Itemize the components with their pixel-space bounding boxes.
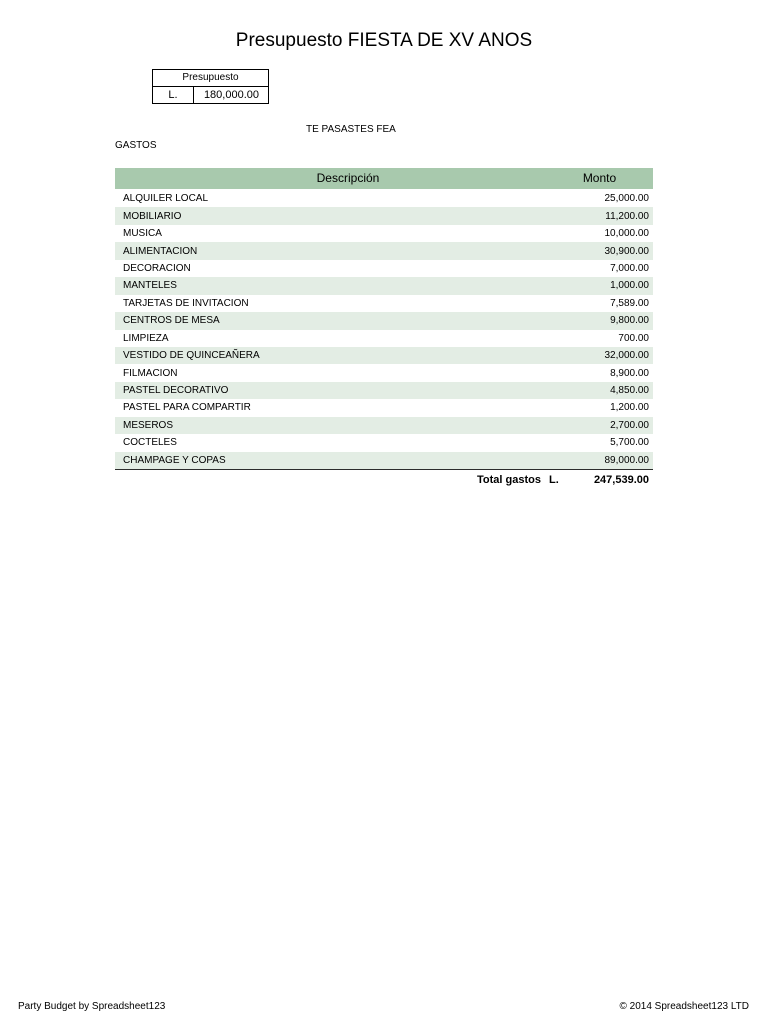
row-amount[interactable]: 25,000.00 [604,193,649,205]
table-row [115,347,653,364]
page-title: Presupuesto FIESTA DE XV ANOS [235,30,533,51]
total-currency: L. [549,474,559,486]
row-amount[interactable]: 5,700.00 [610,437,649,449]
row-description[interactable]: PASTEL PARA COMPARTIR [123,402,251,414]
table-body [115,190,653,469]
row-description[interactable]: MUSICA [123,228,162,240]
total-amount: 247,539.00 [593,474,649,486]
table-row [115,364,653,381]
row-description[interactable]: ALQUILER LOCAL [123,193,209,205]
total-divider [115,469,653,470]
table-row [115,260,653,277]
table-row [115,330,653,347]
table-row [115,277,653,294]
row-description[interactable]: TARJETAS DE INVITACION [123,297,249,309]
footer-credit: Party Budget by Spreadsheet123 [18,1001,166,1012]
table-row [115,382,653,399]
row-description[interactable]: VESTIDO DE QUINCEAÑERA [123,350,260,362]
row-amount[interactable]: 32,000.00 [604,350,649,362]
expenses-table [115,168,653,489]
row-amount[interactable]: 700.00 [618,332,649,344]
table-row [115,312,653,329]
note-text: TE PASASTES FEA [306,124,396,135]
row-amount[interactable]: 1,000.00 [610,280,649,292]
column-header-amount: Monto [582,171,617,185]
column-header-description: Descripción [316,171,380,185]
row-amount[interactable]: 89,000.00 [604,454,649,466]
budget-summary-box [152,69,269,104]
table-row [115,417,653,434]
row-amount[interactable]: 1,200.00 [610,402,649,414]
row-description[interactable]: FILMACION [123,367,178,379]
row-amount[interactable]: 9,800.00 [610,315,649,327]
row-amount[interactable]: 11,200.00 [605,210,649,222]
row-amount[interactable]: 8,900.00 [610,367,649,379]
table-row [115,399,653,416]
budget-currency: L. [153,87,194,104]
table-header [115,168,653,190]
footer-copyright: © 2014 Spreadsheet123 LTD [619,1001,749,1012]
row-description[interactable]: COCTELES [123,437,177,449]
table-row [115,295,653,312]
table-row [115,225,653,242]
total-label: Total gastos [477,474,541,486]
total-row [115,471,653,489]
row-description[interactable]: MOBILIARIO [123,210,182,222]
row-description[interactable]: CHAMPAGE Y COPAS [123,454,226,466]
table-row [115,434,653,451]
budget-amount[interactable]: 180,000.00 [194,87,269,104]
row-amount[interactable]: 2,700.00 [610,419,649,431]
row-amount[interactable]: 30,900.00 [604,245,649,257]
row-description[interactable]: PASTEL DECORATIVO [123,385,229,397]
row-amount[interactable]: 7,589.00 [610,297,649,309]
table-row [115,452,653,469]
row-description[interactable]: DECORACION [123,262,191,274]
table-row [115,242,653,259]
row-amount[interactable]: 10,000.00 [604,228,649,240]
row-amount[interactable]: 4,850.00 [610,385,649,397]
row-amount[interactable]: 7,000.00 [610,262,649,274]
table-row [115,190,653,207]
row-description[interactable]: MANTELES [123,280,177,292]
row-description[interactable]: ALIMENTACION [123,245,198,257]
section-label: GASTOS [115,140,157,151]
budget-header: Presupuesto [153,70,269,87]
row-description[interactable]: CENTROS DE MESA [123,315,220,327]
table-row [115,207,653,224]
row-description[interactable]: LIMPIEZA [123,332,169,344]
row-description[interactable]: MESEROS [123,419,174,431]
